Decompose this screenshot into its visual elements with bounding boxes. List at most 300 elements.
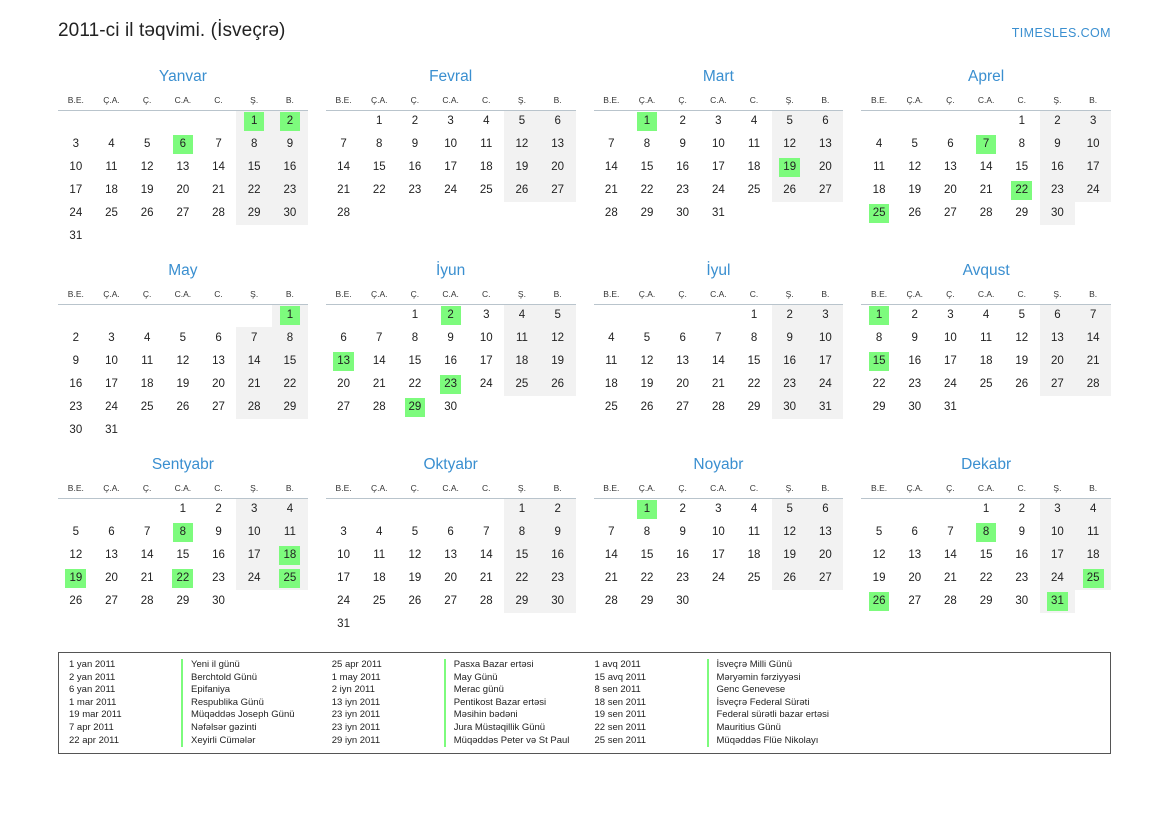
day-cell[interactable] <box>58 590 94 613</box>
day-cell[interactable] <box>701 350 737 373</box>
day-cell[interactable] <box>861 396 897 419</box>
day-cell[interactable] <box>129 590 165 613</box>
day-cell[interactable] <box>665 498 701 521</box>
day-cell[interactable] <box>897 304 933 327</box>
day-cell[interactable] <box>629 567 665 590</box>
day-cell[interactable] <box>58 373 94 396</box>
day-cell[interactable] <box>1040 350 1076 373</box>
day-cell[interactable] <box>201 327 237 350</box>
day-cell[interactable] <box>361 179 397 202</box>
day-cell[interactable] <box>433 521 469 544</box>
day-cell[interactable] <box>94 156 130 179</box>
day-cell[interactable] <box>129 156 165 179</box>
day-cell-holiday[interactable] <box>772 156 808 179</box>
day-cell[interactable] <box>701 110 737 133</box>
day-cell[interactable] <box>397 521 433 544</box>
day-cell[interactable] <box>433 590 469 613</box>
day-cell[interactable] <box>968 373 1004 396</box>
day-cell[interactable] <box>629 179 665 202</box>
day-cell[interactable] <box>772 304 808 327</box>
day-cell[interactable] <box>736 110 772 133</box>
day-cell[interactable] <box>1075 110 1111 133</box>
day-cell[interactable] <box>94 396 130 419</box>
day-cell[interactable] <box>504 498 540 521</box>
day-cell[interactable] <box>272 202 308 225</box>
day-cell[interactable] <box>201 202 237 225</box>
day-cell[interactable] <box>129 567 165 590</box>
day-cell[interactable] <box>897 521 933 544</box>
day-cell[interactable] <box>201 544 237 567</box>
day-cell[interactable] <box>201 396 237 419</box>
day-cell[interactable] <box>236 327 272 350</box>
day-cell[interactable] <box>272 498 308 521</box>
day-cell[interactable] <box>897 133 933 156</box>
day-cell[interactable] <box>540 544 576 567</box>
day-cell-holiday[interactable] <box>272 110 308 133</box>
day-cell[interactable] <box>736 567 772 590</box>
day-cell[interactable] <box>665 396 701 419</box>
day-cell[interactable] <box>94 567 130 590</box>
day-cell[interactable] <box>897 373 933 396</box>
day-cell[interactable] <box>1004 304 1040 327</box>
day-cell[interactable] <box>272 327 308 350</box>
day-cell[interactable] <box>94 373 130 396</box>
day-cell[interactable] <box>897 156 933 179</box>
day-cell[interactable] <box>361 590 397 613</box>
day-cell[interactable] <box>594 179 630 202</box>
day-cell[interactable] <box>129 373 165 396</box>
day-cell[interactable] <box>58 179 94 202</box>
day-cell[interactable] <box>433 544 469 567</box>
day-cell[interactable] <box>933 179 969 202</box>
day-cell[interactable] <box>701 156 737 179</box>
day-cell[interactable] <box>629 350 665 373</box>
day-cell[interactable] <box>361 110 397 133</box>
day-cell[interactable] <box>468 567 504 590</box>
day-cell[interactable] <box>968 202 1004 225</box>
day-cell[interactable] <box>165 498 201 521</box>
day-cell[interactable] <box>397 133 433 156</box>
day-cell[interactable] <box>808 156 844 179</box>
day-cell[interactable] <box>272 133 308 156</box>
day-cell[interactable] <box>933 590 969 613</box>
day-cell-holiday[interactable] <box>968 521 1004 544</box>
day-cell[interactable] <box>272 350 308 373</box>
day-cell[interactable] <box>1004 327 1040 350</box>
day-cell[interactable] <box>504 521 540 544</box>
day-cell[interactable] <box>968 350 1004 373</box>
day-cell[interactable] <box>1004 350 1040 373</box>
day-cell[interactable] <box>326 327 362 350</box>
day-cell[interactable] <box>736 327 772 350</box>
day-cell[interactable] <box>94 327 130 350</box>
day-cell[interactable] <box>808 110 844 133</box>
day-cell[interactable] <box>540 350 576 373</box>
day-cell[interactable] <box>58 521 94 544</box>
day-cell[interactable] <box>701 498 737 521</box>
day-cell[interactable] <box>468 304 504 327</box>
day-cell[interactable] <box>1040 498 1076 521</box>
day-cell[interactable] <box>594 156 630 179</box>
day-cell[interactable] <box>272 521 308 544</box>
day-cell[interactable] <box>468 544 504 567</box>
day-cell[interactable] <box>468 350 504 373</box>
day-cell[interactable] <box>272 156 308 179</box>
day-cell[interactable] <box>165 179 201 202</box>
day-cell[interactable] <box>1075 373 1111 396</box>
day-cell[interactable] <box>397 110 433 133</box>
day-cell[interactable] <box>504 544 540 567</box>
day-cell[interactable] <box>701 327 737 350</box>
day-cell[interactable] <box>129 327 165 350</box>
day-cell[interactable] <box>129 133 165 156</box>
day-cell[interactable] <box>933 396 969 419</box>
day-cell-holiday[interactable] <box>326 350 362 373</box>
day-cell[interactable] <box>201 373 237 396</box>
day-cell[interactable] <box>968 179 1004 202</box>
day-cell[interactable] <box>665 544 701 567</box>
day-cell[interactable] <box>236 179 272 202</box>
day-cell[interactable] <box>201 498 237 521</box>
day-cell[interactable] <box>201 590 237 613</box>
day-cell[interactable] <box>58 225 94 248</box>
day-cell[interactable] <box>861 521 897 544</box>
day-cell[interactable] <box>968 327 1004 350</box>
day-cell[interactable] <box>808 304 844 327</box>
day-cell[interactable] <box>165 590 201 613</box>
day-cell[interactable] <box>629 327 665 350</box>
day-cell[interactable] <box>58 419 94 442</box>
day-cell[interactable] <box>897 544 933 567</box>
day-cell[interactable] <box>165 202 201 225</box>
day-cell[interactable] <box>326 544 362 567</box>
day-cell[interactable] <box>94 544 130 567</box>
day-cell[interactable] <box>1040 202 1076 225</box>
day-cell[interactable] <box>58 396 94 419</box>
day-cell[interactable] <box>1040 373 1076 396</box>
day-cell[interactable] <box>594 373 630 396</box>
day-cell-holiday[interactable] <box>165 521 201 544</box>
day-cell[interactable] <box>594 327 630 350</box>
day-cell-holiday[interactable] <box>433 304 469 327</box>
day-cell[interactable] <box>540 590 576 613</box>
day-cell[interactable] <box>594 396 630 419</box>
day-cell[interactable] <box>540 498 576 521</box>
day-cell[interactable] <box>1040 179 1076 202</box>
day-cell[interactable] <box>808 327 844 350</box>
day-cell[interactable] <box>326 567 362 590</box>
day-cell[interactable] <box>701 521 737 544</box>
day-cell[interactable] <box>272 179 308 202</box>
day-cell[interactable] <box>94 179 130 202</box>
day-cell[interactable] <box>808 521 844 544</box>
day-cell[interactable] <box>94 133 130 156</box>
day-cell[interactable] <box>629 396 665 419</box>
day-cell[interactable] <box>540 567 576 590</box>
day-cell[interactable] <box>468 110 504 133</box>
day-cell-holiday[interactable] <box>861 590 897 613</box>
day-cell[interactable] <box>1075 179 1111 202</box>
day-cell[interactable] <box>665 202 701 225</box>
day-cell[interactable] <box>272 373 308 396</box>
day-cell[interactable] <box>594 567 630 590</box>
day-cell[interactable] <box>1075 156 1111 179</box>
day-cell[interactable] <box>1075 544 1111 567</box>
day-cell[interactable] <box>433 350 469 373</box>
day-cell[interactable] <box>968 567 1004 590</box>
day-cell[interactable] <box>129 350 165 373</box>
day-cell[interactable] <box>165 373 201 396</box>
day-cell[interactable] <box>397 373 433 396</box>
day-cell[interactable] <box>933 156 969 179</box>
day-cell[interactable] <box>736 304 772 327</box>
day-cell[interactable] <box>94 521 130 544</box>
day-cell[interactable] <box>433 133 469 156</box>
day-cell-holiday[interactable] <box>1040 590 1076 613</box>
day-cell[interactable] <box>468 179 504 202</box>
day-cell[interactable] <box>236 133 272 156</box>
day-cell[interactable] <box>968 544 1004 567</box>
day-cell[interactable] <box>897 590 933 613</box>
day-cell[interactable] <box>933 304 969 327</box>
day-cell[interactable] <box>861 567 897 590</box>
day-cell[interactable] <box>772 396 808 419</box>
day-cell[interactable] <box>326 202 362 225</box>
day-cell[interactable] <box>58 202 94 225</box>
day-cell[interactable] <box>236 396 272 419</box>
day-cell[interactable] <box>701 179 737 202</box>
day-cell[interactable] <box>1004 521 1040 544</box>
day-cell[interactable] <box>629 156 665 179</box>
day-cell[interactable] <box>397 327 433 350</box>
day-cell[interactable] <box>629 133 665 156</box>
day-cell[interactable] <box>933 327 969 350</box>
day-cell[interactable] <box>361 350 397 373</box>
day-cell[interactable] <box>433 179 469 202</box>
day-cell[interactable] <box>433 110 469 133</box>
day-cell[interactable] <box>58 156 94 179</box>
day-cell[interactable] <box>808 373 844 396</box>
day-cell[interactable] <box>326 590 362 613</box>
day-cell[interactable] <box>701 567 737 590</box>
day-cell[interactable] <box>540 110 576 133</box>
day-cell[interactable] <box>736 498 772 521</box>
day-cell[interactable] <box>165 544 201 567</box>
day-cell[interactable] <box>861 156 897 179</box>
day-cell[interactable] <box>665 373 701 396</box>
day-cell[interactable] <box>1075 327 1111 350</box>
day-cell-holiday[interactable] <box>629 498 665 521</box>
day-cell[interactable] <box>165 350 201 373</box>
day-cell[interactable] <box>808 133 844 156</box>
day-cell[interactable] <box>326 613 362 636</box>
day-cell[interactable] <box>897 202 933 225</box>
day-cell-holiday[interactable] <box>1004 179 1040 202</box>
day-cell[interactable] <box>326 396 362 419</box>
day-cell[interactable] <box>808 498 844 521</box>
day-cell[interactable] <box>861 373 897 396</box>
day-cell[interactable] <box>701 133 737 156</box>
day-cell[interactable] <box>1004 567 1040 590</box>
day-cell[interactable] <box>504 590 540 613</box>
day-cell[interactable] <box>504 373 540 396</box>
day-cell[interactable] <box>772 544 808 567</box>
day-cell[interactable] <box>772 567 808 590</box>
day-cell[interactable] <box>540 156 576 179</box>
day-cell[interactable] <box>540 327 576 350</box>
day-cell-holiday[interactable] <box>272 304 308 327</box>
day-cell[interactable] <box>1040 133 1076 156</box>
day-cell[interactable] <box>504 304 540 327</box>
day-cell[interactable] <box>1004 156 1040 179</box>
day-cell[interactable] <box>1040 567 1076 590</box>
day-cell[interactable] <box>594 521 630 544</box>
day-cell[interactable] <box>629 521 665 544</box>
day-cell[interactable] <box>665 567 701 590</box>
day-cell-holiday[interactable] <box>236 110 272 133</box>
day-cell[interactable] <box>504 350 540 373</box>
day-cell-holiday[interactable] <box>272 567 308 590</box>
day-cell[interactable] <box>397 350 433 373</box>
day-cell[interactable] <box>629 373 665 396</box>
day-cell-holiday[interactable] <box>861 202 897 225</box>
day-cell[interactable] <box>701 202 737 225</box>
day-cell[interactable] <box>1075 350 1111 373</box>
day-cell[interactable] <box>236 498 272 521</box>
day-cell[interactable] <box>933 350 969 373</box>
day-cell[interactable] <box>772 350 808 373</box>
day-cell[interactable] <box>94 590 130 613</box>
day-cell-holiday[interactable] <box>861 350 897 373</box>
day-cell[interactable] <box>540 133 576 156</box>
day-cell[interactable] <box>1040 327 1076 350</box>
day-cell[interactable] <box>968 498 1004 521</box>
day-cell[interactable] <box>504 110 540 133</box>
day-cell[interactable] <box>236 350 272 373</box>
day-cell[interactable] <box>968 590 1004 613</box>
day-cell[interactable] <box>701 544 737 567</box>
day-cell[interactable] <box>1004 590 1040 613</box>
day-cell[interactable] <box>94 350 130 373</box>
day-cell[interactable] <box>861 133 897 156</box>
day-cell[interactable] <box>594 133 630 156</box>
day-cell[interactable] <box>433 156 469 179</box>
day-cell[interactable] <box>1040 544 1076 567</box>
day-cell[interactable] <box>1075 498 1111 521</box>
day-cell[interactable] <box>397 567 433 590</box>
day-cell[interactable] <box>326 156 362 179</box>
day-cell-holiday[interactable] <box>1075 567 1111 590</box>
day-cell[interactable] <box>361 521 397 544</box>
day-cell[interactable] <box>933 521 969 544</box>
day-cell[interactable] <box>1040 156 1076 179</box>
day-cell[interactable] <box>165 156 201 179</box>
day-cell[interactable] <box>468 590 504 613</box>
day-cell[interactable] <box>201 567 237 590</box>
day-cell[interactable] <box>629 544 665 567</box>
day-cell[interactable] <box>933 373 969 396</box>
day-cell[interactable] <box>736 373 772 396</box>
day-cell[interactable] <box>397 179 433 202</box>
day-cell[interactable] <box>236 373 272 396</box>
day-cell[interactable] <box>236 156 272 179</box>
day-cell[interactable] <box>665 350 701 373</box>
day-cell[interactable] <box>129 544 165 567</box>
day-cell-holiday[interactable] <box>165 567 201 590</box>
day-cell[interactable] <box>236 521 272 544</box>
day-cell[interactable] <box>201 350 237 373</box>
day-cell[interactable] <box>1040 521 1076 544</box>
day-cell[interactable] <box>540 373 576 396</box>
day-cell[interactable] <box>504 156 540 179</box>
day-cell[interactable] <box>58 544 94 567</box>
day-cell[interactable] <box>58 327 94 350</box>
day-cell[interactable] <box>808 567 844 590</box>
day-cell[interactable] <box>665 133 701 156</box>
day-cell[interactable] <box>468 156 504 179</box>
day-cell[interactable] <box>861 544 897 567</box>
day-cell[interactable] <box>933 202 969 225</box>
day-cell[interactable] <box>1004 202 1040 225</box>
day-cell[interactable] <box>701 396 737 419</box>
day-cell-holiday[interactable] <box>272 544 308 567</box>
day-cell[interactable] <box>736 156 772 179</box>
day-cell[interactable] <box>1040 110 1076 133</box>
day-cell[interactable] <box>968 156 1004 179</box>
day-cell[interactable] <box>165 327 201 350</box>
day-cell[interactable] <box>326 521 362 544</box>
day-cell[interactable] <box>968 304 1004 327</box>
day-cell-holiday[interactable] <box>968 133 1004 156</box>
day-cell[interactable] <box>665 327 701 350</box>
day-cell[interactable] <box>808 350 844 373</box>
day-cell[interactable] <box>504 567 540 590</box>
day-cell[interactable] <box>94 202 130 225</box>
day-cell[interactable] <box>58 133 94 156</box>
day-cell[interactable] <box>861 327 897 350</box>
day-cell[interactable] <box>504 133 540 156</box>
day-cell[interactable] <box>201 133 237 156</box>
day-cell[interactable] <box>736 179 772 202</box>
day-cell[interactable] <box>629 202 665 225</box>
day-cell[interactable] <box>1040 304 1076 327</box>
day-cell[interactable] <box>772 498 808 521</box>
day-cell[interactable] <box>201 156 237 179</box>
day-cell[interactable] <box>772 373 808 396</box>
day-cell[interactable] <box>58 350 94 373</box>
day-cell[interactable] <box>665 156 701 179</box>
day-cell[interactable] <box>594 202 630 225</box>
day-cell[interactable] <box>129 179 165 202</box>
day-cell-holiday[interactable] <box>165 133 201 156</box>
day-cell[interactable] <box>361 373 397 396</box>
day-cell[interactable] <box>129 202 165 225</box>
day-cell[interactable] <box>772 179 808 202</box>
day-cell[interactable] <box>468 133 504 156</box>
day-cell[interactable] <box>736 544 772 567</box>
day-cell[interactable] <box>736 521 772 544</box>
day-cell[interactable] <box>665 521 701 544</box>
day-cell[interactable] <box>808 544 844 567</box>
day-cell[interactable] <box>361 544 397 567</box>
day-cell[interactable] <box>236 567 272 590</box>
day-cell[interactable] <box>129 521 165 544</box>
day-cell[interactable] <box>933 133 969 156</box>
day-cell[interactable] <box>236 544 272 567</box>
day-cell[interactable] <box>808 179 844 202</box>
day-cell[interactable] <box>736 133 772 156</box>
day-cell[interactable] <box>1004 133 1040 156</box>
